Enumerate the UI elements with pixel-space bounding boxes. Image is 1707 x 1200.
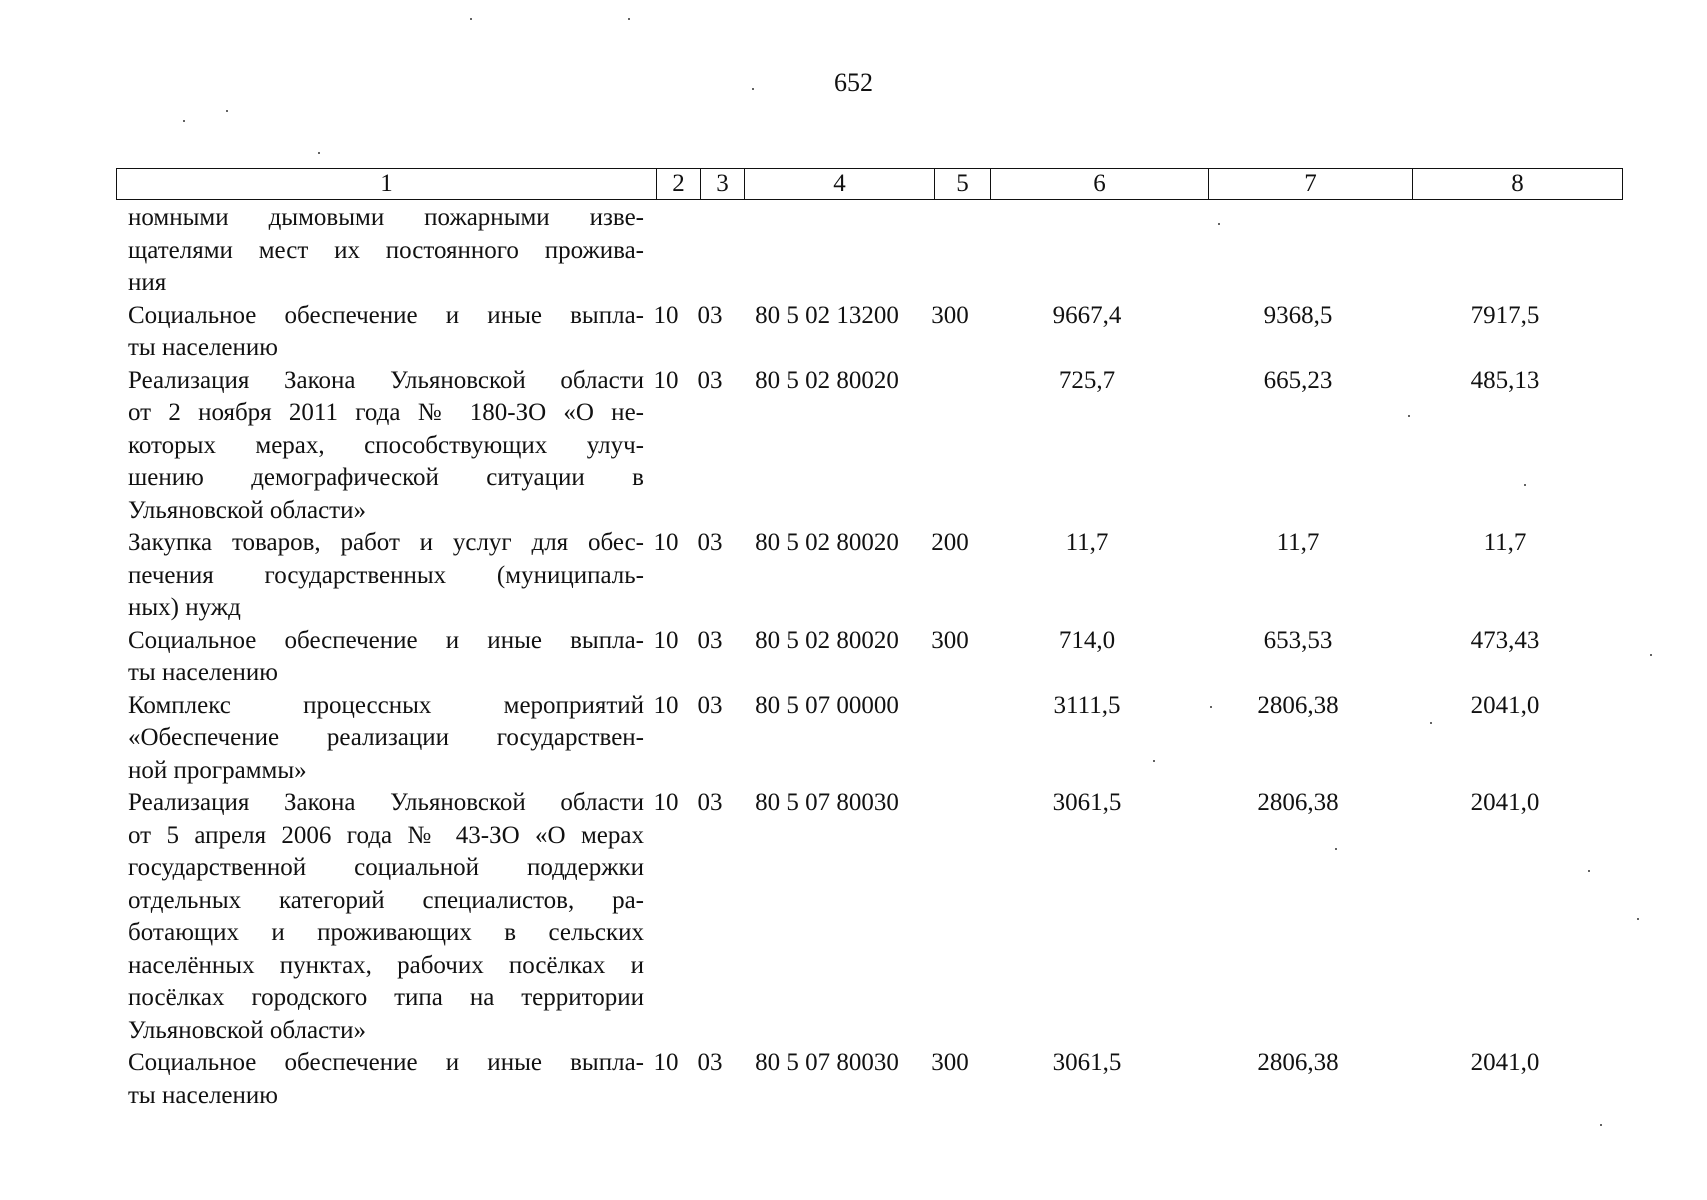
amount-col-7 [1196, 202, 1400, 300]
section-code: 10 [653, 366, 679, 394]
scan-speck [470, 18, 472, 20]
amount-col-7: 653,53 [1263, 626, 1333, 654]
scan-speck [628, 18, 630, 20]
target-article-code [732, 202, 922, 300]
amount-col-8: 11,7 [1483, 529, 1527, 556]
expense-type-code: 300 [931, 626, 969, 654]
target-article-code: 80 5 07 80030 [755, 1049, 899, 1076]
table-body [116, 202, 1628, 1112]
description-line: ния [128, 269, 167, 296]
section-code: 10 [653, 691, 679, 719]
scan-speck [1524, 484, 1526, 486]
description-line: Социальное обеспечение и иные выпла- [128, 301, 644, 329]
description-line: от 5 апреля 2006 года № 43-ЗО «О мерах [128, 821, 644, 849]
table-row [116, 1047, 1628, 1112]
section-code: 10 [653, 301, 679, 329]
description-line: которых мерах, способствующих улуч- [128, 431, 644, 459]
description-line: щателями мест их постоянного прожива- [128, 236, 644, 264]
amount-col-7: 2806,38 [1257, 1049, 1339, 1076]
amount-col-6: 3061,5 [1052, 1049, 1122, 1076]
row-description [116, 625, 644, 690]
column-header-6: 6 [991, 169, 1209, 200]
column-header-table [116, 168, 1623, 200]
target-article-code: 80 5 02 80020 [755, 626, 899, 654]
scan-speck [1588, 870, 1590, 872]
subsection-code: 03 [697, 789, 723, 816]
scan-speck [226, 110, 228, 112]
scan-speck [1637, 918, 1639, 920]
row-description [116, 300, 644, 365]
section-code: 10 [653, 1049, 679, 1076]
column-header-3: 3 [701, 169, 745, 200]
table-row [116, 690, 1628, 788]
column-header-4: 4 [745, 169, 935, 200]
description-line: посёлках городского типа на территории [128, 984, 644, 1011]
description-line: Ульяновской области» [128, 1016, 366, 1044]
target-article-code: 80 5 02 80020 [755, 366, 899, 394]
target-article-code: 80 5 02 13200 [755, 301, 899, 329]
description-line: Социальное обеспечение и иные выпла- [128, 626, 644, 654]
amount-col-8: 2041,0 [1470, 691, 1540, 719]
amount-col-6 [978, 202, 1196, 300]
table-row [116, 202, 1628, 300]
amount-col-8 [1400, 202, 1610, 300]
amount-col-7: 665,23 [1263, 366, 1333, 394]
amount-col-7: 2806,38 [1257, 789, 1339, 816]
subsection-code: 03 [697, 529, 723, 556]
table-row [116, 300, 1628, 365]
amount-col-8: 473,43 [1470, 626, 1540, 654]
column-header-2: 2 [657, 169, 701, 200]
table-row [116, 787, 1628, 1047]
subsection-code [688, 202, 732, 300]
description-line: населённых пунктах, рабочих посёлках и [128, 951, 644, 979]
amount-col-7: 9368,5 [1263, 301, 1333, 329]
target-article-code: 80 5 07 00000 [755, 691, 899, 719]
description-line: шению демографической ситуации в [128, 464, 644, 491]
section-code [644, 202, 688, 300]
row-description [116, 365, 644, 528]
amount-col-6: 725,7 [1058, 366, 1116, 394]
amount-col-6: 714,0 [1058, 626, 1116, 654]
description-line: государственной социальной поддержки [128, 854, 644, 881]
amount-col-6: 3061,5 [1052, 789, 1122, 816]
scan-speck [752, 88, 754, 90]
description-line: Ульяновской области» [128, 496, 366, 524]
description-line: ты населению [128, 659, 278, 686]
expense-type-code [922, 787, 978, 1047]
column-header-7: 7 [1209, 169, 1413, 200]
scan-speck [1335, 848, 1337, 850]
description-line: Комплекс процессных мероприятий [128, 691, 644, 719]
column-header-8: 8 [1413, 169, 1623, 200]
description-line: от 2 ноября 2011 года № 180-ЗО «О не- [128, 399, 644, 426]
description-line: Реализация Закона Ульяновской области [128, 366, 644, 394]
description-line: ных) нужд [128, 594, 241, 621]
row-description [116, 787, 644, 1047]
table-row [116, 625, 1628, 690]
expense-type-code [922, 202, 978, 300]
scan-speck [1600, 1124, 1602, 1126]
expense-type-code [922, 690, 978, 788]
description-line: ты населению [128, 1081, 278, 1109]
subsection-code: 03 [697, 626, 723, 654]
scan-speck [1210, 706, 1212, 708]
expense-type-code: 300 [931, 1049, 969, 1076]
description-line: ной программы» [128, 756, 307, 784]
amount-col-6: 11,7 [1065, 529, 1109, 556]
page-number: 652 [834, 68, 873, 97]
scan-speck [1218, 223, 1220, 225]
target-article-code: 80 5 02 80020 [755, 529, 899, 556]
expense-type-code [922, 365, 978, 528]
row-description [116, 527, 644, 625]
amount-col-6: 9667,4 [1052, 301, 1122, 329]
scan-speck [1430, 722, 1432, 724]
row-description [116, 1047, 644, 1112]
amount-col-7: 2806,38 [1257, 691, 1339, 719]
scan-speck [1650, 654, 1652, 656]
column-header-1: 1 [117, 169, 657, 200]
table-row [116, 365, 1628, 528]
expense-type-code: 300 [931, 301, 969, 329]
scan-speck [1153, 760, 1155, 762]
target-article-code: 80 5 07 80030 [755, 789, 899, 816]
description-line: ты населению [128, 334, 278, 361]
amount-col-6: 3111,5 [1053, 691, 1121, 719]
section-code: 10 [653, 789, 679, 816]
column-header-5: 5 [935, 169, 991, 200]
subsection-code: 03 [697, 301, 723, 329]
description-line: Закупка товаров, работ и услуг для обес- [128, 529, 644, 556]
column-header-row [117, 169, 1623, 200]
subsection-code: 03 [697, 1049, 723, 1076]
description-line: Социальное обеспечение и иные выпла- [128, 1049, 644, 1076]
amount-col-8: 2041,0 [1470, 1049, 1540, 1076]
amount-col-8: 7917,5 [1470, 301, 1540, 329]
scan-speck [318, 152, 320, 154]
description-line: ботающих и проживающих в сельских [128, 919, 644, 946]
scan-speck [183, 120, 185, 122]
amount-col-8: 485,13 [1470, 366, 1540, 394]
expense-type-code: 200 [931, 529, 969, 556]
row-description [116, 690, 644, 788]
subsection-code: 03 [697, 366, 723, 394]
amount-col-7: 11,7 [1276, 529, 1320, 556]
scan-speck [1408, 415, 1410, 417]
description-line: номными дымовыми пожарными изве- [128, 204, 644, 231]
description-line: печения государственных (муниципаль- [128, 561, 644, 589]
amount-col-8: 2041,0 [1470, 789, 1540, 816]
table-row [116, 527, 1628, 625]
section-code: 10 [653, 529, 679, 556]
section-code: 10 [653, 626, 679, 654]
row-description [116, 202, 644, 300]
description-line: «Обеспечение реализации государствен- [128, 724, 644, 751]
subsection-code: 03 [697, 691, 723, 719]
description-line: отдельных категорий специалистов, ра- [128, 886, 644, 914]
description-line: Реализация Закона Ульяновской области [128, 789, 644, 816]
